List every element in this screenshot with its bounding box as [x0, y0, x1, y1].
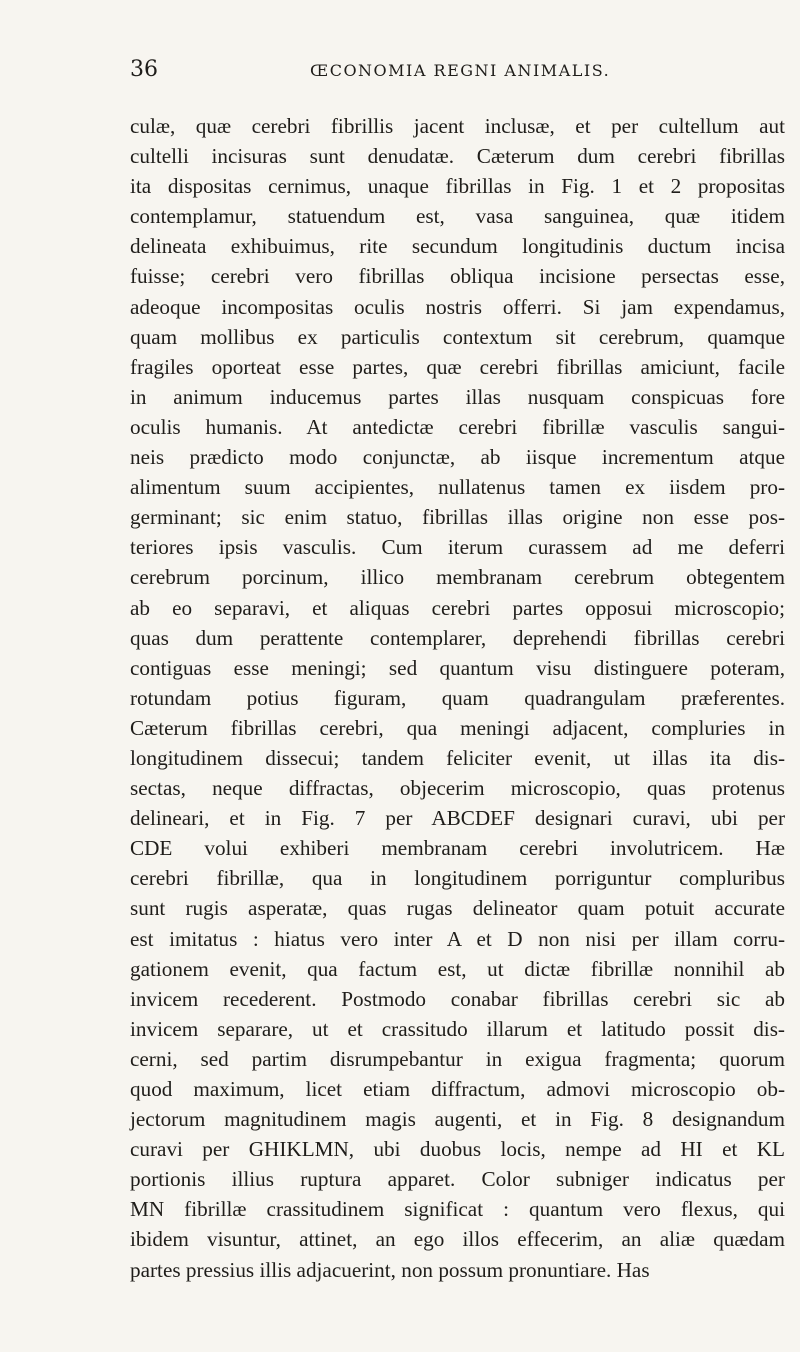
text-line: fragiles oporteat esse partes, quæ cerebri fibrillas amiciunt, facile	[130, 354, 785, 379]
text-line: cerni, sed partim disrumpebantur in exigua fragmenta; quorum	[130, 1046, 785, 1071]
text-line: sectas, neque diffractas, objecerim microscopio, quas protenus	[130, 776, 785, 801]
text-line: in animum inducemus partes illas nusquam conspicuas fore	[130, 384, 785, 409]
page-header	[130, 56, 800, 84]
text-line: contiguas esse meningi; sed quantum visu distinguere poteram,	[130, 655, 785, 680]
text-line: neis prædicto modo conjunctæ, ab iisque incrementum atque	[130, 445, 785, 470]
body-text	[130, 111, 785, 1285]
text-line: delineari, et in Fig. 7 per ABCDEF designari curavi, ubi per	[130, 806, 785, 831]
text-line: cerebrum porcinum, illico membranam cerebrum obtegentem	[130, 565, 785, 590]
text-line: oculis humanis. At antedictæ cerebri fibrillæ vasculis sangui-	[130, 414, 785, 439]
text-line: portionis illius ruptura apparet. Color subniger indicatus per	[130, 1167, 785, 1192]
text-line: adeoque incompositas oculis nostris offerri. Si jam expendamus,	[130, 294, 785, 319]
running-title: ŒCONOMIA REGNI ANIMALIS.	[310, 61, 611, 80]
text-line: delineata exhibuimus, rite secundum longitudinis ductum incisa	[130, 234, 785, 259]
text-line: fuisse; cerebri vero fibrillas obliqua incisione persectas esse,	[130, 264, 785, 289]
page-number: 36	[130, 57, 158, 82]
text-line: MN fibrillæ crassitudinem significat : quantum vero flexus, qui	[130, 1197, 785, 1222]
text-line: cerebri fibrillæ, qua in longitudinem porriguntur compluribus	[130, 866, 785, 891]
text-line: longitudinem dissecui; tandem feliciter evenit, ut illas ita dis-	[130, 745, 785, 770]
text-line: gationem evenit, qua factum est, ut dictæ fibrillæ nonnihil ab	[130, 956, 785, 981]
text-line: quas dum perattente contemplarer, deprehendi fibrillas cerebri	[130, 625, 785, 650]
text-line: ab eo separavi, et aliquas cerebri partes opposui microscopio;	[130, 595, 785, 620]
text-line: germinant; sic enim statuo, fibrillas illas origine non esse pos-	[130, 505, 785, 530]
text-line: teriores ipsis vasculis. Cum iterum curassem ad me deferri	[130, 535, 785, 560]
text-line: cultelli incisuras sunt denudatæ. Cæterum dum cerebri fibrillas	[130, 144, 785, 169]
text-line: jectorum magnitudinem magis augenti, et in Fig. 8 designandum	[130, 1107, 785, 1132]
text-line: ibidem visuntur, attinet, an ego illos effecerim, an aliæ quædam	[130, 1227, 785, 1252]
text-line: rotundam potius figuram, quam quadrangulam præferentes.	[130, 685, 785, 710]
text-line: curavi per GHIKLMN, ubi duobus locis, nempe ad HI et KL	[130, 1137, 785, 1162]
text-line: invicem recederent. Postmodo conabar fibrillas cerebri sic ab	[130, 986, 785, 1011]
text-line: CDE volui exhiberi membranam cerebri involutricem. Hæ	[130, 836, 785, 861]
text-line: est imitatus : hiatus vero inter A et D non nisi per illam corru-	[130, 926, 785, 951]
text-line: culæ, quæ cerebri fibrillis jacent inclusæ, et per cultellum aut	[130, 114, 785, 138]
text-line: invicem separare, ut et crassitudo illarum et latitudo possit dis-	[130, 1016, 785, 1041]
text-line: quod maximum, licet etiam diffractum, admovi microscopio ob-	[130, 1077, 785, 1101]
text-line: Cæterum fibrillas cerebri, qua meningi adjacent, compluries in	[130, 715, 785, 740]
text-line: alimentum suum accipientes, nullatenus tamen ex iisdem pro-	[130, 475, 785, 500]
text-line: ita dispositas cernimus, unaque fibrillas in Fig. 1 et 2 propositas	[130, 174, 785, 199]
text-line: partes pressius illis adjacuerint, non possum pronuntiare. Has	[130, 1257, 650, 1282]
text-line: quam mollibus ex particulis contextum sit cerebrum, quamque	[130, 324, 785, 349]
text-line: contemplamur, statuendum est, vasa sanguinea, quæ itidem	[130, 204, 785, 229]
text-line: sunt rugis asperatæ, quas rugas delineator quam potuit accurate	[130, 896, 785, 921]
